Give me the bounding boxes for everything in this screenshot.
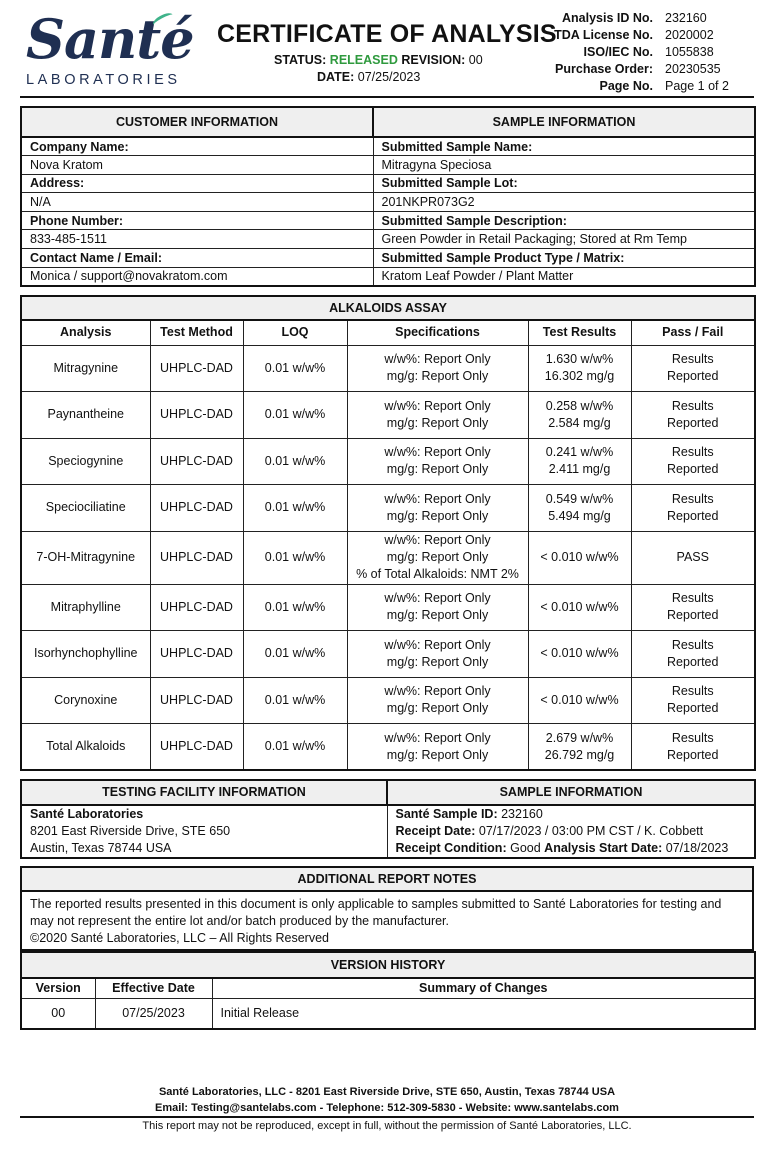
pass-fail-cell: [631, 531, 755, 584]
spec-cell: [347, 438, 528, 485]
result-cell: [528, 631, 631, 678]
summary-value: Initial Release: [212, 998, 755, 1029]
address-value: N/A: [21, 193, 373, 212]
sample-type-value: Kratom Leaf Powder / Plant Matter: [373, 267, 755, 286]
pass-fail-cell: [631, 677, 755, 724]
contact-value: Monica / support@novakratom.com: [21, 267, 373, 286]
facility-heading: TESTING FACILITY INFORMATION: [21, 780, 387, 805]
spec-cell-text: mg/g: Report Only: [386, 550, 489, 564]
date-value: 07/25/2023: [357, 70, 421, 84]
result-cell-text: 26.792 mg/g: [544, 747, 615, 762]
meta-row: [540, 9, 756, 26]
pass-fail-cell-text: Reported: [667, 747, 719, 762]
spec-cell-text: mg/g: Report Only: [386, 415, 489, 430]
method-cell-text: UHPLC-DAD: [160, 550, 233, 564]
spec-cell-text: mg/g: Report Only: [386, 654, 489, 669]
status-label: STATUS:: [274, 53, 327, 67]
loq-cell: [243, 631, 347, 678]
table-row: [21, 392, 755, 439]
alkaloids-assay-table: [20, 295, 756, 771]
result-cell-text: 1.630 w/w%: [545, 352, 614, 367]
revision-value: 00: [468, 53, 483, 67]
loq-cell-text: 0.01 w/w%: [264, 407, 326, 422]
result-cell: [528, 677, 631, 724]
loq-cell: [243, 584, 347, 631]
table-row: [21, 998, 755, 1029]
receipt-condition-label: Receipt Condition:: [395, 841, 507, 855]
table-row: [21, 485, 755, 532]
analysis-cell-text: Isorhynchophylline: [33, 646, 138, 661]
spec-cell: [347, 631, 528, 678]
pass-fail-cell-text: Reported: [667, 369, 719, 384]
col-loq: LOQ: [243, 320, 347, 345]
table-row: [21, 438, 755, 485]
method-cell-text: UHPLC-DAD: [160, 599, 233, 614]
company-label: Company Name:: [21, 137, 373, 156]
spec-cell: [347, 345, 528, 392]
spec-cell-text: w/w%: Report Only: [384, 637, 491, 652]
meta-label: Page No.: [599, 78, 653, 93]
analysis-start-value: 07/18/2023: [665, 841, 729, 855]
result-cell: [528, 438, 631, 485]
sample-detail-heading: SAMPLE INFORMATION: [387, 780, 755, 805]
customer-info-heading: CUSTOMER INFORMATION: [21, 107, 373, 137]
col-test-method: Test Method: [150, 320, 243, 345]
spec-cell-text: mg/g: Report Only: [386, 747, 489, 762]
facility-table: [20, 779, 756, 859]
contact-label: Contact Name / Email:: [21, 249, 373, 268]
meta-label: Analysis ID No.: [562, 10, 653, 25]
result-cell-text: 2.411 mg/g: [548, 462, 611, 477]
analysis-cell: [21, 724, 150, 771]
pass-fail-cell: [631, 392, 755, 439]
loq-cell: [243, 531, 347, 584]
loq-cell: [243, 724, 347, 771]
pass-fail-cell: [631, 345, 755, 392]
spec-cell-text: w/w%: Report Only: [384, 445, 491, 460]
meta-row: [540, 77, 756, 94]
meta-value: 2020002: [665, 27, 714, 42]
result-cell: [528, 392, 631, 439]
meta-row: [540, 43, 756, 60]
analysis-cell-text: 7-OH-Mitragynine: [36, 550, 136, 564]
spec-cell-text: mg/g: Report Only: [386, 701, 489, 716]
pass-fail-cell-text: Results: [671, 637, 714, 652]
assay-heading: ALKALOIDS ASSAY: [21, 296, 755, 320]
result-cell: [528, 345, 631, 392]
loq-cell-text: 0.01 w/w%: [264, 500, 326, 515]
method-cell: [150, 677, 243, 724]
analysis-cell: [21, 631, 150, 678]
method-cell-text: UHPLC-DAD: [160, 692, 233, 707]
pass-fail-cell: [631, 584, 755, 631]
result-cell: [528, 485, 631, 532]
table-row: [21, 631, 755, 678]
pass-fail-cell-text: Reported: [667, 415, 719, 430]
receipt-condition-value: Good: [510, 841, 541, 855]
footer-address: Santé Laboratories, LLC - 8201 East Riverside Drive, STE 650, Austin, Texas 78744 USA: [158, 1086, 616, 1098]
spec-cell-text: mg/g: Report Only: [386, 462, 489, 477]
result-cell: [528, 531, 631, 584]
result-cell-text: < 0.010 w/w%: [540, 646, 619, 661]
loq-cell-text: 0.01 w/w%: [264, 599, 326, 614]
footer-contact: Email: Testing@santelabs.com - Telephone: 512-309-5830 - Website: www.santelabs.com: [155, 1102, 619, 1114]
pass-fail-cell-text: Results: [671, 684, 714, 699]
method-cell-text: UHPLC-DAD: [160, 739, 233, 753]
pass-fail-cell-text: Reported: [667, 508, 719, 523]
spec-cell: [347, 531, 528, 584]
pass-fail-cell-text: Results: [671, 730, 714, 745]
notes-heading: ADDITIONAL REPORT NOTES: [21, 867, 753, 891]
loq-cell: [243, 438, 347, 485]
sample-lot-label: Submitted Sample Lot:: [373, 174, 755, 193]
result-cell-text: 0.549 w/w%: [545, 491, 614, 506]
pass-fail-cell-text: Results: [671, 398, 714, 413]
analysis-cell-text: Speciociliatine: [45, 500, 126, 515]
loq-cell: [243, 677, 347, 724]
method-cell-text: UHPLC-DAD: [160, 360, 233, 375]
analysis-cell: [21, 584, 150, 631]
logo-subtitle: LABORATORIES: [26, 72, 181, 88]
meta-value: 20230535: [665, 61, 721, 76]
version-value: 00: [21, 998, 95, 1029]
pass-fail-cell-text: Reported: [667, 462, 719, 477]
meta-value: 1055838: [665, 44, 714, 59]
method-cell: [150, 438, 243, 485]
loq-cell: [243, 485, 347, 532]
analysis-cell-text: Corynoxine: [54, 692, 118, 707]
sample-name-value: Mitragyna Speciosa: [373, 156, 755, 175]
table-row: [21, 724, 755, 771]
col-summary: Summary of Changes: [212, 978, 755, 998]
method-cell: [150, 631, 243, 678]
spec-cell-text: w/w%: Report Only: [384, 491, 491, 506]
analysis-cell: [21, 345, 150, 392]
report-notes-table: [20, 866, 754, 951]
col-effective-date: Effective Date: [95, 978, 212, 998]
receipt-condition-line: [387, 840, 755, 858]
meta-row: [540, 60, 756, 77]
loq-cell-text: 0.01 w/w%: [264, 453, 326, 468]
assay-rows: [21, 345, 755, 770]
revision-label: REVISION:: [401, 53, 466, 67]
result-cell: [528, 584, 631, 631]
sample-lot-value: 201NKPR073G2: [373, 193, 755, 212]
result-cell-text: < 0.010 w/w%: [540, 599, 619, 614]
method-cell-text: UHPLC-DAD: [160, 646, 233, 661]
receipt-date-line: [387, 823, 755, 840]
method-cell: [150, 392, 243, 439]
spec-cell-text: w/w%: Report Only: [384, 730, 491, 745]
facility-street: 8201 East Riverside Drive, STE 650: [21, 823, 387, 840]
sample-type-label: Submitted Sample Product Type / Matrix:: [373, 249, 755, 268]
phone-value: 833-485-1511: [21, 230, 373, 249]
spec-cell: [347, 677, 528, 724]
address-label: Address:: [21, 174, 373, 193]
method-cell: [150, 345, 243, 392]
loq-cell-text: 0.01 w/w%: [264, 550, 326, 564]
col-analysis: Analysis: [21, 320, 150, 345]
result-cell-text: 0.241 w/w%: [545, 445, 614, 460]
result-cell: [528, 724, 631, 771]
notes-body: [21, 891, 753, 950]
spec-cell: [347, 485, 528, 532]
result-cell-text: 2.584 mg/g: [548, 415, 611, 430]
pass-fail-cell-text: Results: [671, 352, 714, 367]
table-row: [21, 531, 755, 584]
pass-fail-cell-text: Results: [671, 445, 714, 460]
spec-cell-text: mg/g: Report Only: [386, 508, 489, 523]
logo-wordmark: Santé: [26, 7, 194, 71]
company-value: Nova Kratom: [21, 156, 373, 175]
pass-fail-cell: [631, 724, 755, 771]
phone-label: Phone Number:: [21, 211, 373, 230]
sample-id-value: 232160: [501, 807, 543, 821]
method-cell: [150, 531, 243, 584]
meta-row: [540, 26, 756, 43]
spec-cell-text: w/w%: Report Only: [384, 398, 491, 413]
col-pass-fail: Pass / Fail: [631, 320, 755, 345]
loq-cell-text: 0.01 w/w%: [264, 739, 326, 753]
notes-line: The reported results presented in this document is only applicable to samples submitted to Santé Laboratories for testing and: [30, 897, 722, 911]
sample-desc-label: Submitted Sample Description:: [373, 211, 755, 230]
meta-label: ISO/IEC No.: [583, 44, 653, 59]
result-cell-text: 16.302 mg/g: [544, 369, 615, 384]
result-cell-text: 2.679 w/w%: [545, 730, 614, 745]
spec-cell: [347, 724, 528, 771]
analysis-cell-text: Total Alkaloids: [46, 739, 126, 753]
loq-cell-text: 0.01 w/w%: [264, 360, 326, 375]
col-version: Version: [21, 978, 95, 998]
analysis-cell-text: Paynantheine: [47, 407, 124, 422]
spec-cell-text: w/w%: Report Only: [384, 591, 491, 606]
meta-label: Purchase Order:: [555, 61, 653, 76]
pass-fail-cell-text: Results: [671, 491, 714, 506]
status-value: RELEASED: [329, 53, 398, 67]
pass-fail-cell-text: Reported: [667, 654, 719, 669]
analysis-cell-text: Mitragynine: [53, 360, 119, 375]
result-cell-text: 5.494 mg/g: [548, 508, 611, 523]
status-line: [274, 53, 483, 67]
pass-fail-cell: [631, 438, 755, 485]
spec-cell: [347, 392, 528, 439]
pass-fail-cell-text: Results: [671, 591, 714, 606]
analysis-cell: [21, 438, 150, 485]
meta-value: 232160: [665, 10, 707, 25]
spec-cell-text: % of Total Alkaloids: NMT 2%: [356, 567, 519, 581]
method-cell-text: UHPLC-DAD: [160, 500, 233, 515]
table-row: [21, 677, 755, 724]
effective-date-value: 07/25/2023: [95, 998, 212, 1029]
col-test-results: Test Results: [528, 320, 631, 345]
meta-label: TDA License No.: [554, 27, 653, 42]
header-divider: [20, 96, 754, 98]
table-row: [21, 584, 755, 631]
spec-cell-text: w/w%: Report Only: [384, 533, 491, 547]
facility-city: Austin, Texas 78744 USA: [21, 840, 387, 858]
notes-line: may not represent the entire lot and/or batch produced by the manufacturer.: [30, 914, 450, 928]
result-cell-text: < 0.010 w/w%: [540, 550, 619, 564]
customer-sample-table: [20, 106, 756, 287]
pass-fail-cell-text: PASS: [676, 550, 709, 564]
loq-cell-text: 0.01 w/w%: [264, 692, 326, 707]
sample-id-label: Santé Sample ID:: [395, 807, 498, 821]
analysis-cell-text: Speciogynine: [48, 453, 124, 468]
sample-info-heading: SAMPLE INFORMATION: [373, 107, 755, 137]
version-history-table: [20, 951, 756, 1030]
spec-cell-text: mg/g: Report Only: [386, 369, 489, 384]
method-cell: [150, 485, 243, 532]
method-cell: [150, 584, 243, 631]
col-specifications: Specifications: [347, 320, 528, 345]
page-footer: [20, 1084, 754, 1134]
loq-cell: [243, 392, 347, 439]
spec-cell-text: w/w%: Report Only: [384, 684, 491, 699]
date-label: DATE:: [317, 70, 355, 84]
pass-fail-cell-text: Reported: [667, 701, 719, 716]
result-cell-text: < 0.010 w/w%: [540, 692, 619, 707]
sample-id-line: [387, 805, 755, 823]
receipt-date-value: 07/17/2023 / 03:00 PM CST / K. Cobbett: [478, 824, 704, 838]
document-title: CERTIFICATE OF ANALYSIS: [217, 20, 557, 48]
meta-value: Page 1 of 2: [665, 78, 729, 93]
footer-disclaimer: This report may not be reproduced, except in full, without the permission of Santé Laboratories, LLC.: [142, 1119, 632, 1132]
loq-cell-text: 0.01 w/w%: [264, 646, 326, 661]
result-cell-text: 0.258 w/w%: [545, 398, 614, 413]
sante-logo: [26, 7, 194, 92]
date-line: [317, 70, 420, 84]
spec-cell-text: mg/g: Report Only: [386, 608, 489, 623]
analysis-cell: [21, 485, 150, 532]
sample-desc-value: Green Powder in Retail Packaging; Stored at Rm Temp: [373, 230, 755, 249]
pass-fail-cell: [631, 485, 755, 532]
analysis-cell-text: Mitraphylline: [50, 599, 121, 614]
pass-fail-cell-text: Reported: [667, 608, 719, 623]
method-cell-text: UHPLC-DAD: [160, 407, 233, 422]
receipt-date-label: Receipt Date:: [395, 824, 476, 838]
sample-name-label: Submitted Sample Name:: [373, 137, 755, 156]
table-row: [21, 345, 755, 392]
spec-cell-text: w/w%: Report Only: [384, 352, 491, 367]
copyright-line: ©2020 Santé Laboratories, LLC – All Rights Reserved: [30, 931, 329, 945]
analysis-cell: [21, 531, 150, 584]
history-heading: VERSION HISTORY: [21, 952, 755, 978]
spec-cell: [347, 584, 528, 631]
analysis-start-label: Analysis Start Date:: [544, 841, 663, 855]
analysis-cell: [21, 392, 150, 439]
facility-name: Santé Laboratories: [21, 805, 387, 823]
loq-cell: [243, 345, 347, 392]
method-cell: [150, 724, 243, 771]
method-cell-text: UHPLC-DAD: [160, 453, 233, 468]
document-meta: [540, 9, 756, 94]
pass-fail-cell: [631, 631, 755, 678]
analysis-cell: [21, 677, 150, 724]
